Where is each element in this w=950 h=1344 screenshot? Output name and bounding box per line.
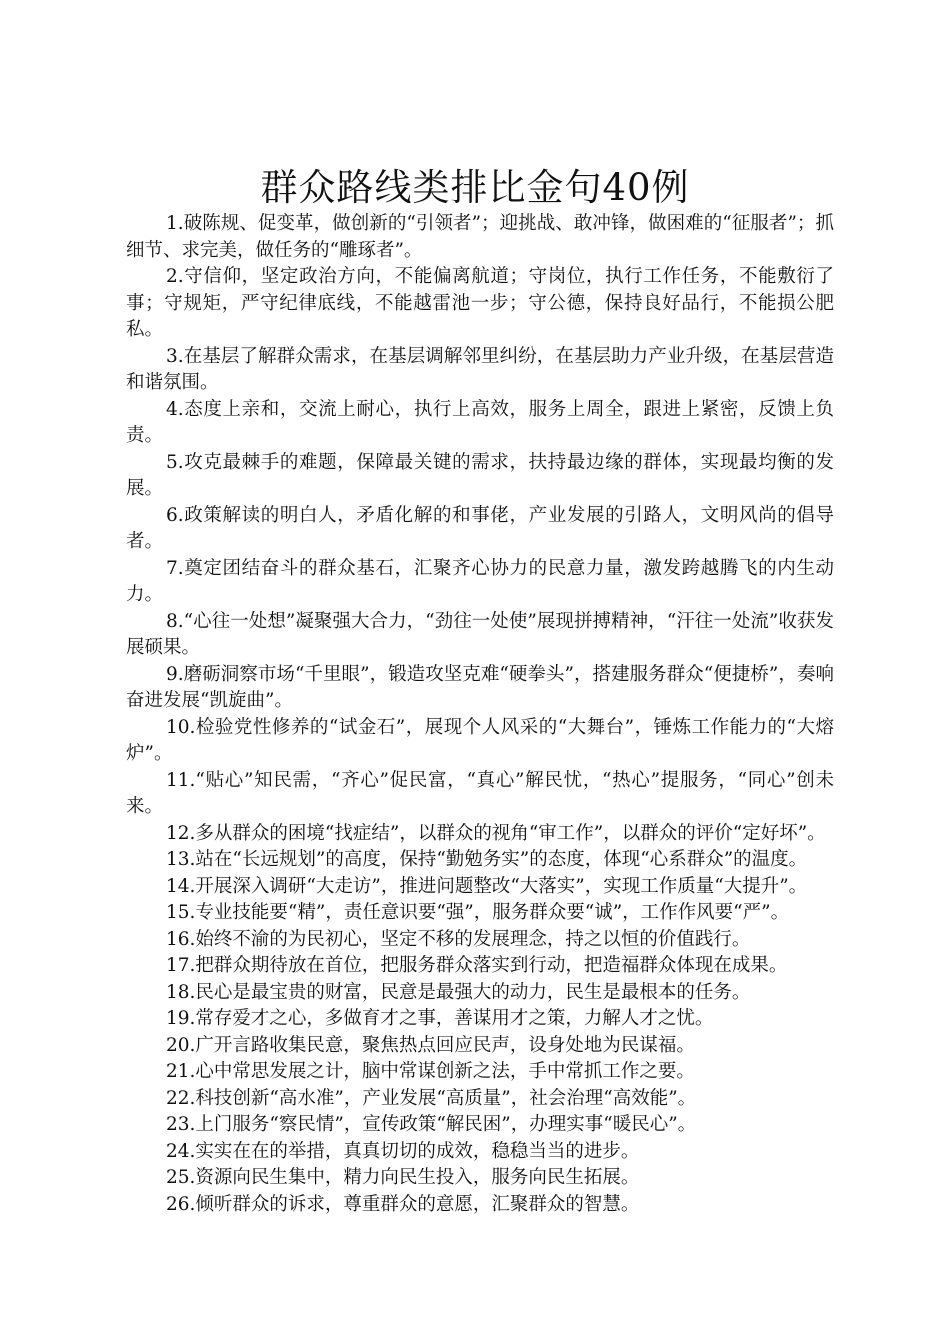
list-item: 3.在基层了解群众需求，在基层调解邻里纠纷，在基层助力产业升级，在基层营造和谐氛围。 (126, 345, 834, 393)
list-item: 16.始终不渝的为民初心，坚定不移的发展理念，持之以恒的价值践行。 (166, 928, 751, 950)
list-item: 18.民心是最宝贵的财富，民意是最强大的动力，民生是最根本的任务。 (166, 981, 751, 1003)
list-item: 14.开展深入调研“大走访”，推进问题整改“大落实”，实现工作质量“大提升”。 (166, 875, 808, 897)
list-item: 9.磨砺洞察市场“千里眼”，锻造攻坚克难“硬拳头”，搭建服务群众“便捷桥”，奏响奋进发展“凯旋曲”。 (126, 663, 834, 711)
list-item: 7.奠定团结奋斗的群众基石，汇聚齐心协力的民意力量，激发跨越腾飞的内生动力。 (126, 557, 834, 605)
list-item: 22.科技创新“高水准”，产业发展“高质量”，社会治理“高效能”。 (166, 1087, 697, 1109)
list-item: 8.“心往一处想”凝聚强大合力，“劲往一处使”展现拼搏精神，“汗往一处流”收获发展硕果。 (126, 610, 834, 658)
list-item: 13.站在“长远规划”的高度，保持“勤勉务实”的态度，体现“心系群众”的温度。 (166, 849, 808, 870)
list-item: 1.破陈规、促变革，做创新的“引领者”；迎挑战、敢冲锋，做困难的“征服者”；抓细节、求完美，做任务的“雕琢者”。 (126, 213, 834, 261)
list-item: 12.多从群众的困境“找症结”，以群众的视角“审工作”，以群众的评价“定好坏”。 (166, 822, 826, 844)
document-title: 群众路线类排比金句40例 (260, 166, 690, 209)
list-item: 2.守信仰，坚定政治方向，不能偏离航道；守岗位，执行工作任务，不能敷衍了事；守规矩，严守纪律底线，不能越雷池一步；守公德，保持良好品行，不能损公肥私。 (126, 266, 834, 340)
list-item: 23.上门服务“察民情”，宣传政策“解民困”，办理实事“暖民心”。 (166, 1114, 697, 1135)
document-body (126, 211, 834, 1218)
list-item: 24.实实在在的举措，真真切切的成效，稳稳当当的进步。 (166, 1140, 640, 1162)
list-item: 4.态度上亲和，交流上耐心，执行上高效，服务上周全，跟进上紧密，反馈上负责。 (126, 398, 834, 446)
list-item: 5.攻克最棘手的难题，保障最关键的需求，扶持最边缘的群体，实现最均衡的发展。 (126, 451, 834, 499)
list-item: 10.检验党性修养的“试金石”，展现个人风采的“大舞台”，锤炼工作能力的“大熔炉”。 (126, 716, 834, 764)
list-item: 26.倾听群众的诉求，尊重群众的意愿，汇聚群众的智慧。 (166, 1193, 640, 1215)
list-item: 19.常存爱才之心，多做育才之事，善谋用才之策，力解人才之忧。 (166, 1008, 714, 1029)
list-item: 15.专业技能要“精”，责任意识要“强”，服务群众要“诚”，工作作风要“严”。 (166, 902, 790, 923)
list-item: 11.“贴心”知民需，“齐心”促民富，“真心”解民忧，“热心”提服务，“同心”创未来。 (126, 769, 834, 817)
list-item: 6.政策解读的明白人，矛盾化解的和事佬，产业发展的引路人，文明风尚的倡导者。 (126, 504, 834, 552)
list-item: 21.心中常思发展之计，脑中常谋创新之法，手中常抓工作之要。 (166, 1061, 695, 1082)
list-item: 25.资源向民生集中，精力向民生投入，服务向民生拓展。 (166, 1167, 640, 1188)
list-item: 17.把群众期待放在首位，把服务群众落实到行动，把造福群众体现在成果。 (166, 955, 788, 976)
list-item: 20.广开言路收集民意，聚焦热点回应民声，设身处地为民谋福。 (166, 1034, 695, 1056)
